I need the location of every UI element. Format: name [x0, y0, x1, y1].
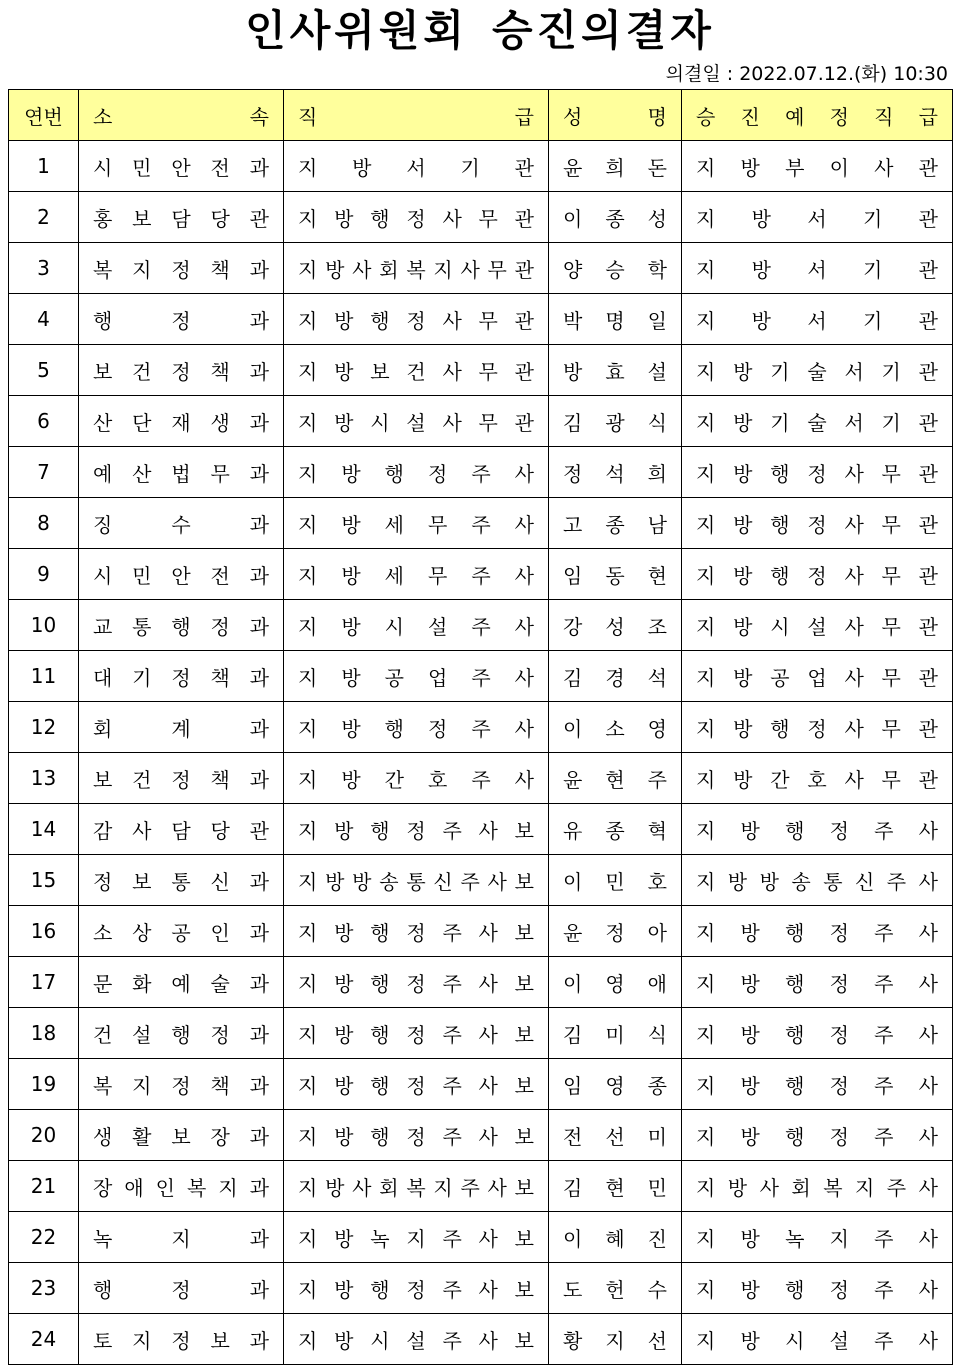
cell-rank: 지 방 공 업 주 사 [284, 651, 549, 702]
cell-dept: 산 단 재 생 과 [79, 396, 284, 447]
table-row [9, 1008, 953, 1059]
cell-rank: 지 방 서 기 관 [284, 141, 549, 192]
cell-promo: 지 방 방 송 통 신 주 사 [682, 855, 953, 906]
cell-name: 윤 현 주 [549, 753, 682, 804]
table-row [9, 294, 953, 345]
cell-dept: 대 기 정 책 과 [79, 651, 284, 702]
cell-dept: 시 민 안 전 과 [79, 141, 284, 192]
document-title [0, 2, 960, 60]
cell-no: 23 [9, 1263, 79, 1314]
cell-rank: 지 방 행 정 주 사 보 [284, 1110, 549, 1161]
cell-dept: 문 화 예 술 과 [79, 957, 284, 1008]
cell-name: 임 영 종 [549, 1059, 682, 1110]
cell-no: 20 [9, 1110, 79, 1161]
cell-no: 9 [9, 549, 79, 600]
cell-rank: 지 방 사 회 복 지 사 무 관 [284, 243, 549, 294]
cell-no: 6 [9, 396, 79, 447]
cell-name: 이 영 애 [549, 957, 682, 1008]
cell-no: 21 [9, 1161, 79, 1212]
cell-dept: 보 건 정 책 과 [79, 753, 284, 804]
table-row [9, 1161, 953, 1212]
cell-no: 15 [9, 855, 79, 906]
cell-dept: 녹 지 과 [79, 1212, 284, 1263]
cell-dept: 시 민 안 전 과 [79, 549, 284, 600]
cell-promo: 지 방 행 정 주 사 [682, 1059, 953, 1110]
cell-promo: 지 방 사 회 복 지 주 사 [682, 1161, 953, 1212]
cell-no: 17 [9, 957, 79, 1008]
cell-rank: 지 방 행 정 주 사 [284, 702, 549, 753]
cell-promo: 지 방 공 업 사 무 관 [682, 651, 953, 702]
cell-promo: 지 방 행 정 주 사 [682, 1008, 953, 1059]
cell-dept: 회 계 과 [79, 702, 284, 753]
cell-promo: 지 방 녹 지 주 사 [682, 1212, 953, 1263]
cell-promo: 지 방 간 호 사 무 관 [682, 753, 953, 804]
cell-name: 윤 정 아 [549, 906, 682, 957]
cell-rank: 지 방 간 호 주 사 [284, 753, 549, 804]
cell-no: 24 [9, 1314, 79, 1365]
cell-name: 임 동 현 [549, 549, 682, 600]
cell-promo: 지 방 서 기 관 [682, 192, 953, 243]
cell-promo: 지 방 부 이 사 관 [682, 141, 953, 192]
cell-name: 방 효 설 [549, 345, 682, 396]
cell-dept: 건 설 행 정 과 [79, 1008, 284, 1059]
cell-no: 10 [9, 600, 79, 651]
table-row [9, 345, 953, 396]
table-header-row [9, 90, 953, 141]
table-row [9, 192, 953, 243]
cell-rank: 지 방 방 송 통 신 주 사 보 [284, 855, 549, 906]
cell-no: 22 [9, 1212, 79, 1263]
cell-dept: 행 정 과 [79, 294, 284, 345]
cell-name: 김 경 석 [549, 651, 682, 702]
cell-dept: 복 지 정 책 과 [79, 243, 284, 294]
table-row [9, 498, 953, 549]
cell-rank: 지 방 행 정 사 무 관 [284, 192, 549, 243]
table-row [9, 549, 953, 600]
table-row [9, 396, 953, 447]
cell-rank: 지 방 시 설 사 무 관 [284, 396, 549, 447]
cell-dept: 복 지 정 책 과 [79, 1059, 284, 1110]
cell-dept: 소 상 공 인 과 [79, 906, 284, 957]
cell-no: 4 [9, 294, 79, 345]
cell-name: 윤 희 돈 [549, 141, 682, 192]
table-row [9, 906, 953, 957]
cell-rank: 지 방 시 설 주 사 보 [284, 1314, 549, 1365]
cell-promo: 지 방 행 정 주 사 [682, 1110, 953, 1161]
table-row [9, 855, 953, 906]
cell-no: 13 [9, 753, 79, 804]
table-row [9, 702, 953, 753]
cell-rank: 지 방 녹 지 주 사 보 [284, 1212, 549, 1263]
cell-dept: 생 활 보 장 과 [79, 1110, 284, 1161]
cell-name: 김 현 민 [549, 1161, 682, 1212]
cell-rank: 지 방 행 정 주 사 보 [284, 1263, 549, 1314]
table-row [9, 243, 953, 294]
cell-name: 김 광 식 [549, 396, 682, 447]
cell-no: 1 [9, 141, 79, 192]
cell-name: 유 종 혁 [549, 804, 682, 855]
cell-rank: 지 방 행 정 사 무 관 [284, 294, 549, 345]
cell-dept: 토 지 정 보 과 [79, 1314, 284, 1365]
cell-no: 12 [9, 702, 79, 753]
cell-promo: 지 방 시 설 주 사 [682, 1314, 953, 1365]
cell-rank: 지 방 시 설 주 사 [284, 600, 549, 651]
cell-dept: 징 수 과 [79, 498, 284, 549]
table-row [9, 447, 953, 498]
table-row [9, 600, 953, 651]
cell-rank: 지 방 세 무 주 사 [284, 498, 549, 549]
cell-promo: 지 방 서 기 관 [682, 243, 953, 294]
cell-dept: 교 통 행 정 과 [79, 600, 284, 651]
cell-name: 전 선 미 [549, 1110, 682, 1161]
title-part-2: 승진의결자 [492, 6, 715, 55]
cell-promo: 지 방 행 정 사 무 관 [682, 498, 953, 549]
cell-no: 3 [9, 243, 79, 294]
cell-name: 박 명 일 [549, 294, 682, 345]
table-row [9, 1059, 953, 1110]
cell-no: 2 [9, 192, 79, 243]
cell-dept: 행 정 과 [79, 1263, 284, 1314]
header-promo: 승 진 예 정 직 급 [682, 90, 953, 141]
table-row [9, 804, 953, 855]
cell-no: 18 [9, 1008, 79, 1059]
cell-promo: 지 방 기 술 서 기 관 [682, 396, 953, 447]
decision-date: 의결일 : 2022.07.12.(화) 10:30 [665, 63, 948, 85]
cell-name: 이 종 성 [549, 192, 682, 243]
title-part-1: 인사위원회 [245, 6, 468, 55]
cell-dept: 보 건 정 책 과 [79, 345, 284, 396]
cell-no: 7 [9, 447, 79, 498]
table-row [9, 1212, 953, 1263]
table-row [9, 753, 953, 804]
cell-name: 강 성 조 [549, 600, 682, 651]
table-row [9, 651, 953, 702]
table-row [9, 1314, 953, 1365]
cell-rank: 지 방 사 회 복 지 주 사 보 [284, 1161, 549, 1212]
table-row [9, 957, 953, 1008]
cell-promo: 지 방 기 술 서 기 관 [682, 345, 953, 396]
cell-rank: 지 방 세 무 주 사 [284, 549, 549, 600]
cell-dept: 정 보 통 신 과 [79, 855, 284, 906]
cell-name: 황 지 선 [549, 1314, 682, 1365]
cell-no: 19 [9, 1059, 79, 1110]
cell-name: 고 종 남 [549, 498, 682, 549]
cell-name: 도 헌 수 [549, 1263, 682, 1314]
cell-rank: 지 방 행 정 주 사 보 [284, 957, 549, 1008]
cell-dept: 장 애 인 복 지 과 [79, 1161, 284, 1212]
cell-no: 8 [9, 498, 79, 549]
header-no: 연번 [9, 90, 79, 141]
cell-name: 이 혜 진 [549, 1212, 682, 1263]
header-dept: 소 속 [79, 90, 284, 141]
header-rank: 직 급 [284, 90, 549, 141]
cell-promo: 지 방 행 정 주 사 [682, 804, 953, 855]
cell-no: 11 [9, 651, 79, 702]
cell-rank: 지 방 행 정 주 사 [284, 447, 549, 498]
cell-name: 정 석 희 [549, 447, 682, 498]
table-row [9, 141, 953, 192]
cell-dept: 예 산 법 무 과 [79, 447, 284, 498]
cell-promo: 지 방 행 정 주 사 [682, 1263, 953, 1314]
cell-promo: 지 방 시 설 사 무 관 [682, 600, 953, 651]
cell-promo: 지 방 행 정 사 무 관 [682, 447, 953, 498]
cell-dept: 감 사 담 당 관 [79, 804, 284, 855]
cell-rank: 지 방 행 정 주 사 보 [284, 906, 549, 957]
cell-promo: 지 방 서 기 관 [682, 294, 953, 345]
cell-promo: 지 방 행 정 사 무 관 [682, 702, 953, 753]
cell-rank: 지 방 행 정 주 사 보 [284, 804, 549, 855]
cell-name: 이 소 영 [549, 702, 682, 753]
cell-no: 5 [9, 345, 79, 396]
cell-name: 김 미 식 [549, 1008, 682, 1059]
cell-rank: 지 방 보 건 사 무 관 [284, 345, 549, 396]
cell-no: 14 [9, 804, 79, 855]
cell-no: 16 [9, 906, 79, 957]
cell-promo: 지 방 행 정 주 사 [682, 906, 953, 957]
table-row [9, 1263, 953, 1314]
cell-promo: 지 방 행 정 주 사 [682, 957, 953, 1008]
cell-rank: 지 방 행 정 주 사 보 [284, 1008, 549, 1059]
cell-name: 양 승 학 [549, 243, 682, 294]
cell-dept: 홍 보 담 당 관 [79, 192, 284, 243]
table-row [9, 1110, 953, 1161]
cell-rank: 지 방 행 정 주 사 보 [284, 1059, 549, 1110]
cell-promo: 지 방 행 정 사 무 관 [682, 549, 953, 600]
promotion-table [8, 89, 953, 1365]
cell-name: 이 민 호 [549, 855, 682, 906]
header-name: 성 명 [549, 90, 682, 141]
